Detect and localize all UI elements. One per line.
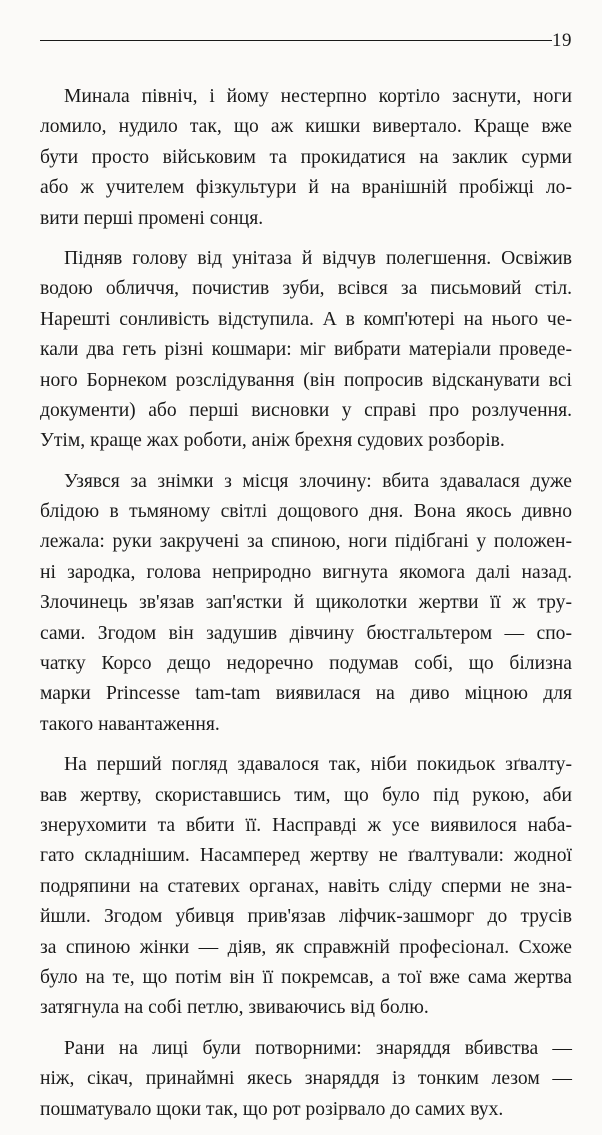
text-line: блідою в тьмяному світлі дощового дня. Вона якось дивно <box>40 501 572 523</box>
text-line: Злочинець зв'язав зап'ястки й щиколотки жертви її ж тру- <box>40 592 572 614</box>
text-line: водою обличчя, почистив зуби, всівся за письмовий стіл. <box>40 278 572 300</box>
text-line: або ж учителем фізкультури й на вранішній пробіжці ло- <box>40 177 572 199</box>
text-line: сами. Згодом він задушив дівчину бюстгальтером — спо- <box>40 622 572 644</box>
text-line: вав жертву, скориставшись тим, що було під рукою, аби <box>40 784 572 806</box>
text-line: бути просто військовим та прокидатися на заклик сурми <box>40 146 572 168</box>
paragraph <box>40 1034 572 1125</box>
text-line: чатку Корсо дещо недоречно подумав собі, що білизна <box>40 653 572 675</box>
text-line: Підняв голову від унітаза й відчув полегшення. Освіжив <box>64 247 572 269</box>
text-line: кали два геть різні кошмари: міг вибрати матеріали проведе- <box>40 339 572 361</box>
header-rule <box>40 40 552 41</box>
text-line: такого навантаження. <box>40 713 220 735</box>
page-number: 19 <box>552 30 572 51</box>
paragraph <box>40 244 572 457</box>
text-line: гато складнішим. Насамперед жертву не ґвалтували: жодної <box>40 845 572 867</box>
text-line: йшли. Згодом убивця прив'язав ліфчик-зашморг до трусів <box>40 906 572 928</box>
text-line: марки Princesse tam-tam виявилася на диво міцною для <box>40 683 572 705</box>
text-line: лежала: руки закручені за спиною, ноги підібгані у положен- <box>40 531 572 553</box>
text-line: На перший погляд здавалося так, ніби покидьок зґвалту- <box>64 754 572 776</box>
text-line: подряпини на статевих органах, навіть сліду сперми не зна- <box>40 875 572 897</box>
text-line: за спиною жінки — діяв, як справжній професіонал. Схоже <box>40 936 572 958</box>
text-line: Утім, краще жах роботи, аніж брехня судових розборів. <box>40 430 505 452</box>
text-line: було на те, що потім він її покремсав, а тої вже сама жертва <box>40 966 572 988</box>
text-line: Узявся за знімки з місця злочину: вбита здавалася дуже <box>64 470 572 492</box>
text-line: документи) або перші висновки у справі про розлучення. <box>40 399 572 421</box>
text-line: ного Борнеком розслідування (він попросив відсканувати всі <box>40 369 572 391</box>
text-line: Рани на лиці були потворними: знаряддя вбивства — <box>64 1037 572 1059</box>
text-line: пошматувало щоки так, що рот розірвало до самих вух. <box>40 1098 504 1120</box>
text-line: вити перші промені сонця. <box>40 207 264 229</box>
text-line: ні зародка, голова неприродно вигнута якомога далі назад. <box>40 561 572 583</box>
paragraph <box>40 467 572 741</box>
text-line: ломило, нудило так, що аж кишки вивертало. Краще вже <box>40 116 572 138</box>
text-line: затягнула на собі петлю, звиваючись від болю. <box>40 997 429 1019</box>
text-line: знерухомити та вбити її. Насправді ж усе виявилося наба- <box>40 814 572 836</box>
paragraph <box>40 750 572 1024</box>
text-line: Минала північ, і йому нестерпно кортіло заснути, ноги <box>64 86 572 107</box>
body-text <box>40 82 572 1135</box>
paragraph <box>40 82 572 234</box>
text-line: ніж, сікач, принаймні якесь знаряддя із тонким лезом — <box>40 1068 572 1090</box>
text-line: Нарешті сонливість відступила. А в комп'ютері на нього че- <box>40 308 572 330</box>
